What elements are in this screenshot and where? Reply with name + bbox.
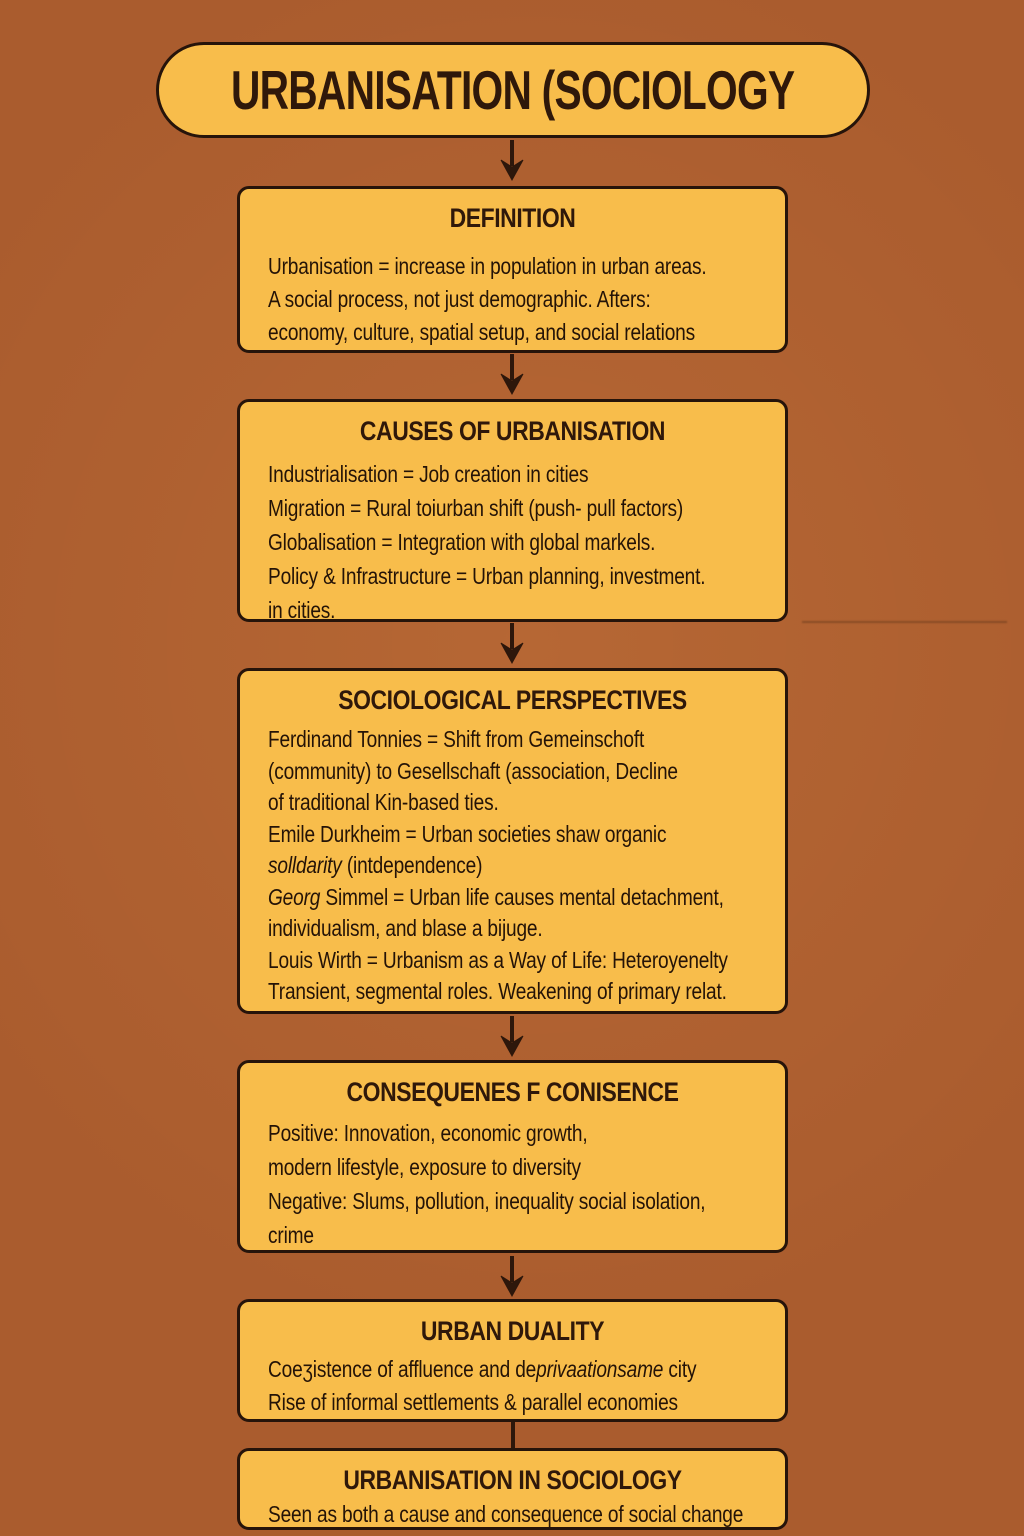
arrow-down-icon [497, 1256, 527, 1298]
urbanisation-in-sociology-heading: URBANISATION IN SOCIOLOGY [343, 1465, 682, 1495]
text-line: Negative: Slums, pollution, inequality social isolation, [268, 1188, 706, 1214]
arrow-down-icon [497, 1016, 527, 1058]
causes-body [240, 457, 785, 627]
text-line: (community) to Gesellschaft (association, Decline [268, 757, 678, 784]
text-line: Policy & Infrastructure = Urban planning, investment. [268, 563, 706, 589]
urbanisation-in-sociology-box [237, 1448, 788, 1530]
text-line: Positive: Innovation, economic growth, [268, 1120, 588, 1146]
text-line: solldarity (intdependence) [268, 852, 483, 878]
causes-heading: CAUSES OF URBANISATION [359, 416, 666, 446]
consequences-heading: CONSEQUENES F CONISENCE [346, 1077, 679, 1107]
urbanisation-in-sociology-body [240, 1498, 785, 1531]
definition-heading: DEFINITION [449, 203, 576, 233]
consequences-body [240, 1116, 785, 1252]
text-line: Coeʒistence of affluence and deprivaationsame city [268, 1356, 697, 1382]
causes-box [237, 399, 788, 622]
text-line: Emile Durkheim = Urban societies shaw organic [268, 820, 667, 847]
text-line: Industrialisation = Job creation in cities [268, 461, 589, 487]
title-pill [156, 42, 870, 138]
definition-body [240, 250, 785, 349]
text-line: of traditional Kin-based ties. [268, 789, 499, 815]
consequences-box [237, 1060, 788, 1253]
urban-duality-box [237, 1299, 788, 1422]
text-line: Ferdinand Tonnies = Shift from Gemeinschoft [268, 726, 645, 752]
text-line: Migration = Rural toiurban shift (push- pull factors) [268, 495, 684, 521]
text-line: Transient, segmental roles. Weakening of primary relat. [268, 978, 727, 1004]
urban-duality-body [240, 1353, 785, 1419]
connector-line [511, 1422, 515, 1448]
perspectives-box [237, 668, 788, 1014]
perspectives-heading: SOCIOLOGICAL PERSPECTIVES [338, 685, 687, 715]
text-line: economy, culture, spatial setup, and social relations [268, 319, 695, 345]
text-line: individualism, and blase a bijuge. [268, 915, 543, 941]
text-line: A social process, not just demographic. Afters: [268, 286, 651, 312]
arrow-down-icon [497, 140, 527, 182]
perspectives-body [240, 724, 785, 1008]
urban-duality-heading: URBAN DUALITY [420, 1316, 605, 1346]
text-line: Rise of informal settlements & parallel economies [268, 1389, 678, 1415]
text-line: modern lifestyle, exposure to diversity [268, 1154, 581, 1180]
arrow-down-icon [497, 623, 527, 665]
text-line: Urbanisation = increase in population in urban areas. [268, 253, 707, 279]
text-line: Seen as both a cause and consequence of social change [268, 1501, 744, 1527]
definition-box [237, 186, 788, 353]
page-title: URBANISATION (SOCIOLOGY [231, 59, 795, 121]
text-line: crime [268, 1222, 314, 1248]
text-line: Georg Simmel = Urban life causes mental detachment, [268, 883, 724, 910]
text-line: Globalisation = Integration with global markels. [268, 529, 656, 555]
background-artifact-line [802, 621, 1007, 623]
text-line: Louis Wirth = Urbanism as a Way of Life: Heteroyenelty [268, 946, 728, 973]
text-line: in cities. [268, 597, 336, 623]
arrow-down-icon [497, 354, 527, 396]
